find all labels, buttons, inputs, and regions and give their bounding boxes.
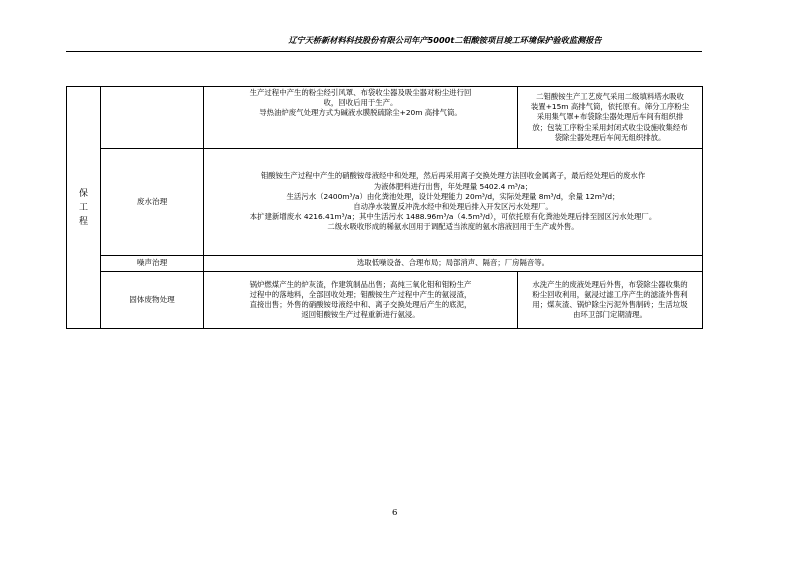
text-line: 水洗产生的废液处理后外售，布袋除尘器收集的 [532,279,688,289]
report-header-title: 辽宁天桥新材料科技股份有限公司年产5000t二钼酸铵项目竣工环境保护验收监测报告 [288,35,602,45]
noise-measures-cell [204,256,703,272]
text-line: 锅炉燃煤产生的炉灰渣，作建筑制品出售；高纯三氧化钼和钼粉生产 [249,279,472,289]
text-line: 过程中的落地料，全部回收处理；钼酸铵生产过程中产生的氨浸渣， [249,289,472,299]
text-line: 生活污水（2400m³/a）由化粪池处理，设计处理能力 20m³/d，实际处理量 8m³/d，余量 12m³/d； [286,191,620,201]
environmental-protection-table [66,86,703,329]
section-label-char: 保 [78,188,88,199]
text-line: 钼酸铵生产过程中产生的硝酸铵母液经中和处理，然后再采用离子交换处理方法回收金属离子，最后经处理后的废水作 [260,171,646,181]
category-cell: 噪声治理 [101,256,204,272]
text-line: 采用集气罩+布袋除尘器处理后车间有组织排 [536,112,684,122]
table-row [67,149,703,256]
category-cell: 废水治理 [101,149,204,256]
text-line: 选取低噪设备、合理布局；局部消声、隔音；厂房隔音等。 [356,258,550,268]
text-line: 本扩建新增废水 4216.41m³/a；其中生活污水 1488.96m³/a（4.5m³/d），可依托原有化粪池处理后排至园区污水处理厂。 [249,212,657,222]
solid-waste-measures-cell [204,272,518,329]
wastewater-measures-cell [204,149,703,256]
existing-measures-cell [518,272,703,329]
text-line: 装置+15m 高排气筒，依托原有。筛分工序粉尘 [530,102,690,112]
text-line: 袋除尘器处理后车间无组织排放。 [554,132,666,142]
table-row [67,272,703,329]
text-line: 收，回收后用于生产。 [323,98,398,108]
text-line: 粉尘回收利用，氨浸过滤工序产生的滤渣外售利 [532,289,688,299]
section-label-cell [67,87,101,329]
text-line: 二钼酸铵生产工艺废气采用二级填料塔水吸收 [536,91,684,101]
table-row [67,87,703,149]
text-line: 二级水吸收形成的稀氨水回用于调配适当浓度的氨水溶液回用于生产或外售。 [327,222,579,232]
text-line: 由环卫部门定期清理。 [573,310,647,320]
page-number: 6 [392,508,398,518]
existing-measures-cell [518,87,703,149]
category-cell: 固体废物处理 [101,272,204,329]
text-line: 导热油炉废气处理方式为碱液水膜脱硫除尘+20m 高排气筒。 [259,108,462,118]
text-line: 自动净水装置反冲洗水经中和处理后排入开发区污水处理厂。 [353,202,553,211]
text-line: 为液体肥料进行出售，年处理量 5402.4 m³/a； [373,181,533,191]
text-line: 返回钼酸铵生产过程重新进行氨浸。 [301,310,420,320]
category-cell [101,87,204,149]
measures-cell [204,87,518,149]
table-row [67,256,703,272]
text-line: 放；包装工序粉尘采用封闭式收尘设施收集经布 [532,122,688,132]
text-line: 生产过程中产生的粉尘经引风罩、布袋收尘器及吸尘器对粉尘进行回 [249,88,472,97]
text-line: 直接出售；外售的硝酸铵母液经中和、离子交换处理后产生的底泥， [249,300,472,309]
section-label-char: 工 [78,202,88,213]
section-label-char: 程 [78,216,88,227]
text-line: 用；煤灰渣、锅炉除尘污泥外售制砖；生活垃圾 [532,300,688,309]
header-divider [66,51,702,52]
